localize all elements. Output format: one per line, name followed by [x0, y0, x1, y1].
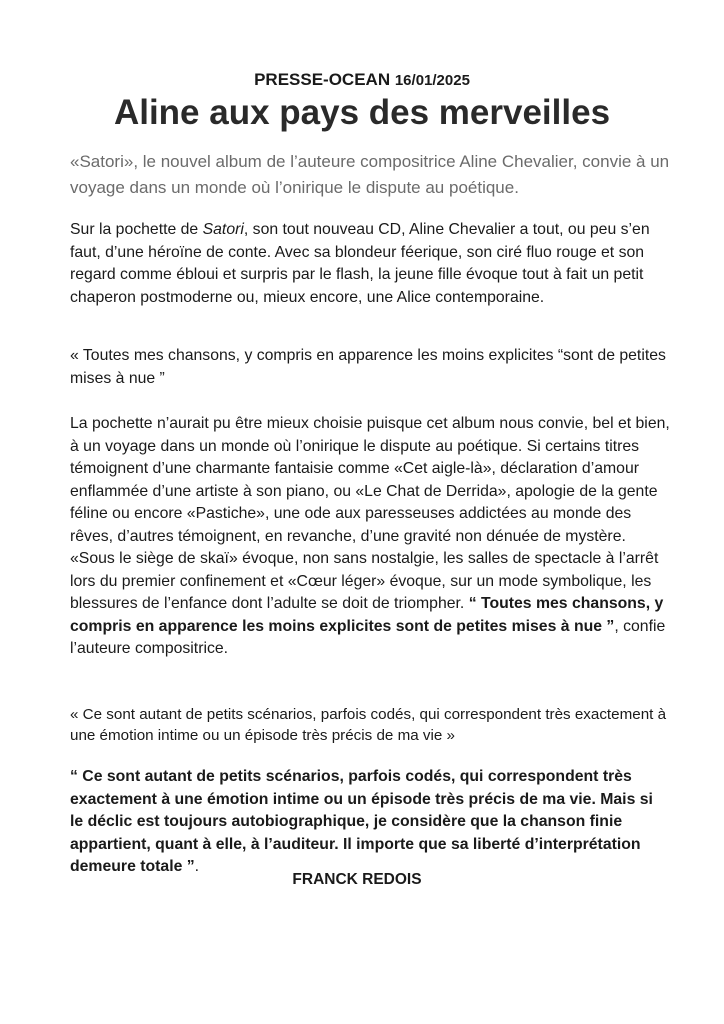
closing-quote — [70, 766, 670, 879]
paragraph-body — [70, 413, 670, 661]
paragraph-body-quote: “ Toutes mes chansons, y compris en apparence les moins explicites sont de petites mises à nue ” — [70, 595, 664, 635]
masthead — [0, 70, 724, 91]
closing-quote-text: “ Ce sont autant de petits scénarios, parfois codés, qui correspondent très exactement à une émotion intime ou un épisode très précis de ma vie. Mais si le déclic est toujours autobiographique, je considère que la chanson finie appartient, quant à elle, à l’auditeur. Il importe que sa liberté d’interprétation demeure totale ” — [70, 768, 653, 875]
paragraph-body-end: , confie l’auteure compositrice. — [70, 617, 666, 657]
author-byline: FRANCK REDOIS — [292, 871, 422, 888]
album-title-italic: Satori — [202, 221, 244, 238]
article-lede: «Satori», le nouvel album de l’auteure compositrice Aline Chevalier, convie à un voyage dans un monde où l’onirique le dispute au poétique. — [70, 152, 670, 197]
closing-quote-end: . — [194, 858, 200, 875]
pull-quote-secondary: « Ce sont autant de petits scénarios, parfois codés, qui correspondent très exactement à une émotion intime ou un épisode très précis de ma vie » — [70, 706, 667, 744]
pull-quote: « Toutes mes chansons, y compris en apparence les moins explicites “sont de petites mises à nue ” — [70, 347, 666, 387]
paragraph-intro-rest: , son tout nouveau CD, Aline Chevalier a tout, ou peu s’en faut, d’une héroïne de conte. Avec sa blondeur féerique, son ciré fluo rouge et son regard comme ébloui et surpris par le flash, la jeune fille évoque tout à fait un petit chaperon postmoderne ou, mieux encore, une Alice contemporaine. — [70, 221, 650, 306]
article-title: Aline aux pays des merveilles — [113, 93, 611, 132]
publication-date: 16/01/2025 — [394, 72, 470, 89]
paragraph-intro — [70, 219, 670, 309]
newspaper-name: PRESSE-OCEAN — [254, 70, 391, 89]
paragraph-intro-start: Sur la pochette de — [70, 221, 203, 238]
paragraph-body-text: La pochette n’aurait pu être mieux choisie puisque cet album nous convie, bel et bien, à un voyage dans un monde où l’onirique le dispute au poétique. Si certains titres témoignent d’une charmante fantaisie comme «Cet aigle-là», déclaration d’amour enflammée d’une artiste à son piano, ou «Le Chat de Derrida», apologie de la gente féline ou encore «Pastiche», une ode aux paresseuses addictées au monde des rêves, d’autres témoignent, en revanche, d’une gravité non dénuée de mystère. «Sous le siège de skaï» évoque, non sans nostalgie, les salles de spectacle à l’arrêt lors du premier confinement et «Cœur léger» évoque, sur un mode symbolique, les blessures de l’enfance dont l’adulte se doit de triompher. — [70, 415, 670, 612]
